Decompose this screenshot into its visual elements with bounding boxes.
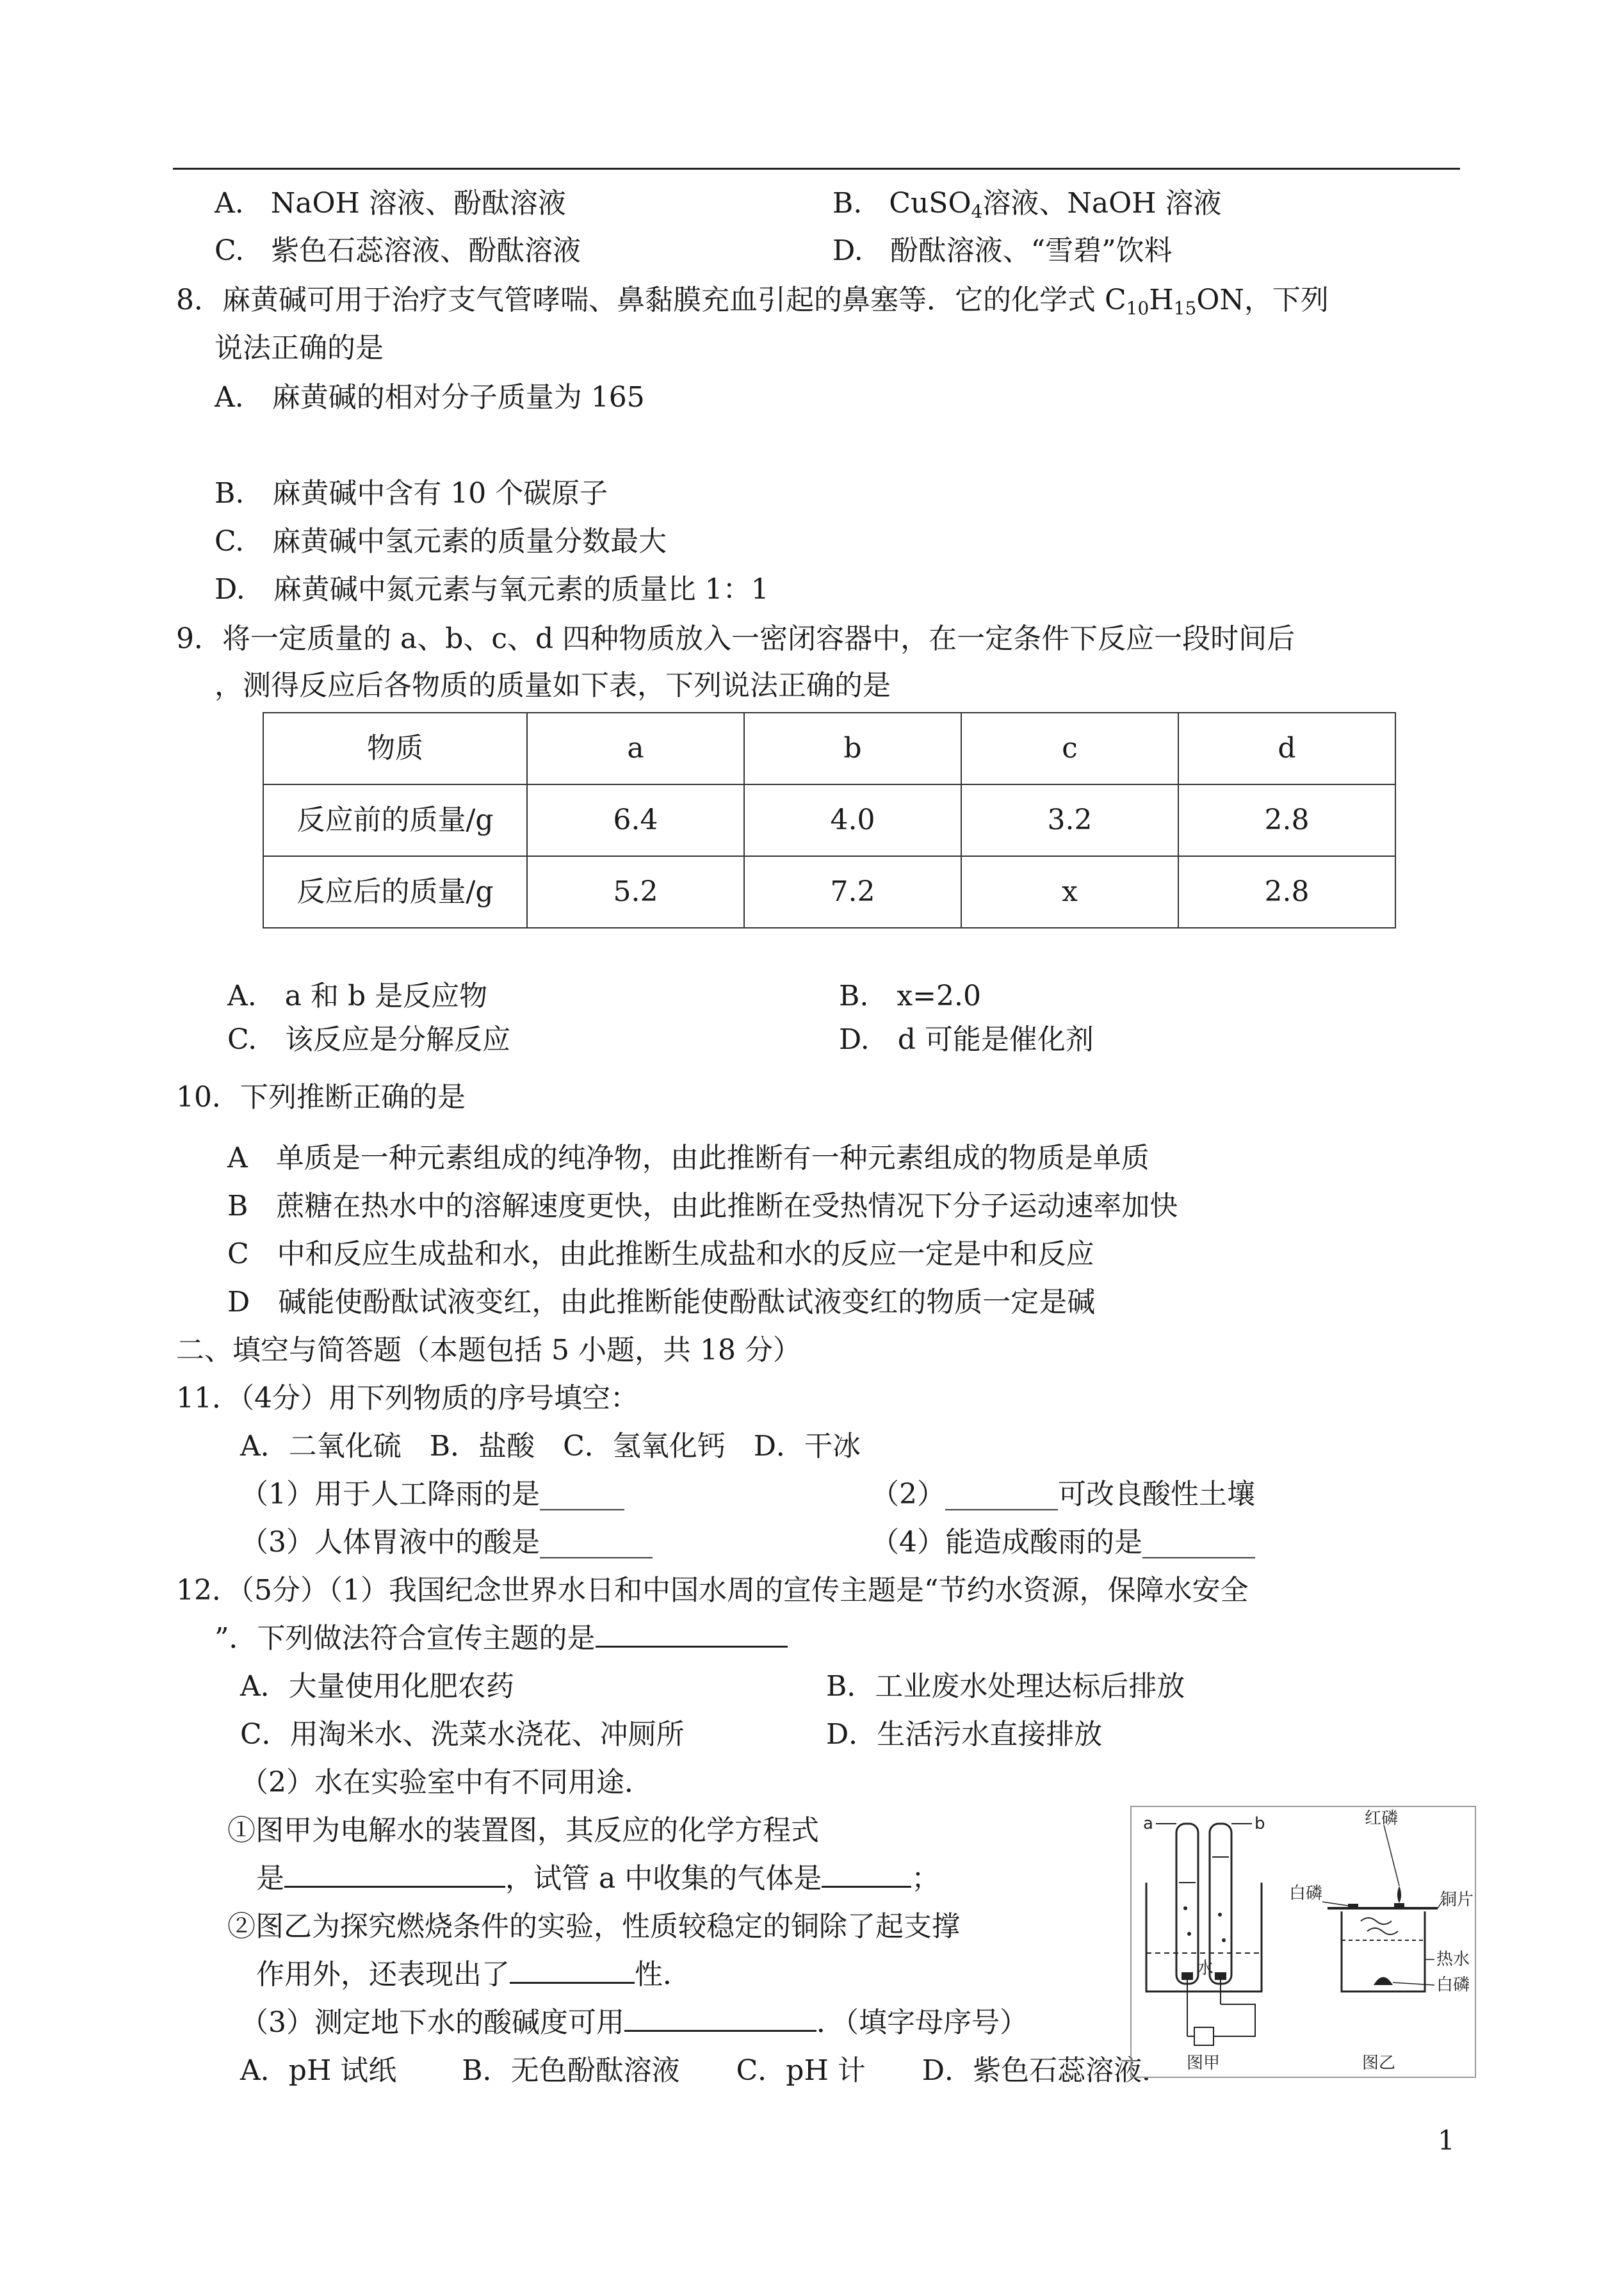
table-cell: 4.0 bbox=[744, 784, 961, 856]
q11-stem: 11．（4分）用下列物质的序号填空： bbox=[176, 1382, 638, 1415]
figure-frame bbox=[1131, 1806, 1475, 2077]
q9-mass-table bbox=[263, 712, 1396, 929]
property-blank bbox=[510, 1959, 635, 1984]
table-header-cell: c bbox=[961, 713, 1178, 784]
q8-option-c: C. 麻黄碱中氢元素的质量分数最大 bbox=[215, 525, 667, 558]
ph-method-blank bbox=[624, 2007, 816, 2032]
table-header-cell: d bbox=[1178, 713, 1395, 784]
table-header-row bbox=[263, 713, 1395, 784]
table-cell: 2.8 bbox=[1178, 856, 1395, 928]
q12-part2a-suffix: ； bbox=[911, 1862, 940, 1895]
q8-option-a: A. 麻黄碱的相对分子质量为 165 bbox=[215, 381, 645, 414]
q12-option-b: B．工业废水处理达标后排放 bbox=[826, 1670, 1185, 1703]
flame-icon bbox=[1397, 1886, 1401, 1903]
q12-stem-line2-text: ”．下列做法符合宣传主题的是 bbox=[215, 1622, 596, 1655]
q8-stem-line1 bbox=[176, 284, 1329, 318]
q8-stem-line2: 说法正确的是 bbox=[215, 332, 384, 364]
power-source bbox=[1194, 2027, 1214, 2045]
table-cell: 2.8 bbox=[1178, 784, 1395, 856]
q9-stem-line2: ，测得反应后各物质的质量如下表，下列说法正确的是 bbox=[215, 669, 891, 702]
q12-part2a-line1: ①图甲为电解水的装置图，其反应的化学方程式 bbox=[227, 1814, 819, 1847]
section-heading: 二、填空与简答题（本题包括 5 小题，共 18 分） bbox=[176, 1334, 801, 1366]
q7-option-b-subscript: 4 bbox=[971, 201, 983, 222]
q7-option-b-letter: B. bbox=[832, 187, 863, 220]
q8-subscript-c: 10 bbox=[1126, 298, 1149, 319]
q12-option-c: C．用淘米水、洗菜水浇花、冲厕所 bbox=[240, 1718, 685, 1751]
q8-formula-h: H bbox=[1149, 284, 1174, 316]
q12-option-d: D．生活污水直接排放 bbox=[826, 1718, 1103, 1751]
label-water: 水 bbox=[1197, 1959, 1214, 1978]
q7-option-c-letter: C. bbox=[215, 234, 245, 267]
label-hot-water: 热水 bbox=[1436, 1950, 1470, 1969]
gas-blank bbox=[822, 1863, 911, 1888]
q9-stem-line1: 9．将一定质量的 a、b、c、d 四种物质放入一密闭容器中，在一定条件下反应一段时间后 bbox=[176, 622, 1295, 655]
q11-blank-1: （1）用于人工降雨的是______ bbox=[240, 1478, 624, 1511]
q12-part3-options: A．pH 试纸 B．无色酚酞溶液 C．pH 计 D．紫色石蕊溶液． bbox=[240, 2054, 1171, 2087]
q7-option-c-text: 紫色石蕊溶液、酚酞溶液 bbox=[271, 234, 581, 267]
q12-part3-suffix: ．（填字母序号） bbox=[816, 2006, 1028, 2039]
q11-blank-3: （3）人体胃液中的酸是________ bbox=[240, 1526, 653, 1559]
q12-answer-blank bbox=[596, 1623, 788, 1648]
q12-stem-line2 bbox=[215, 1622, 788, 1656]
table-header-cell: a bbox=[527, 713, 744, 784]
q11-options: A．二氧化硫 B．盐酸 C．氢氧化钙 D．干冰 bbox=[240, 1430, 861, 1463]
table-header-cell: 物质 bbox=[263, 713, 527, 784]
q12-part2b-prefix: 作用外，还表现出了 bbox=[256, 1958, 510, 1991]
label-white-phosphorus: 白磷 bbox=[1289, 1884, 1323, 1903]
q7-option-b bbox=[832, 187, 1222, 221]
q7-option-d-text: 酚酞溶液、“雪碧”饮料 bbox=[889, 234, 1173, 267]
q12-part3 bbox=[240, 2006, 1028, 2040]
table-row bbox=[263, 856, 1395, 928]
q10-option-b: B 蔗糖在热水中的溶解速度更快，由此推断在受热情况下分子运动速率加快 bbox=[227, 1190, 1178, 1222]
q7-option-d bbox=[832, 234, 1173, 268]
q12-part2b-suffix: 性． bbox=[635, 1958, 691, 1991]
q8-subscript-h: 15 bbox=[1173, 298, 1197, 319]
experiment-figure bbox=[1130, 1806, 1476, 2078]
q12-stem-line1: 12．（5分）（1）我国纪念世界水日和中国水周的宣传主题是“节约水资源，保障水安全 bbox=[176, 1574, 1249, 1607]
table-header-cell: b bbox=[744, 713, 961, 784]
table-cell: 反应前的质量/g bbox=[263, 784, 527, 856]
q9-option-b: B. x=2.0 bbox=[839, 980, 981, 1012]
q9-option-c: C. 该反应是分解反应 bbox=[227, 1023, 511, 1056]
q12-option-a: A．大量使用化肥农药 bbox=[240, 1670, 514, 1703]
caption-left: 图甲 bbox=[1187, 2054, 1221, 2073]
caption-right: 图乙 bbox=[1362, 2054, 1396, 2073]
q9-option-a: A. a 和 b 是反应物 bbox=[227, 980, 488, 1012]
white-phosphorus-underwater bbox=[1374, 1977, 1393, 1986]
q8-option-d: D. 麻黄碱中氮元素与氧元素的质量比 1：1 bbox=[215, 573, 769, 606]
q12-part2: （2）水在实验室中有不同用途． bbox=[240, 1766, 653, 1799]
q12-part2a-line2 bbox=[256, 1862, 939, 1896]
q11-blank-4: （4）能造成酸雨的是________ bbox=[871, 1526, 1255, 1559]
table-cell: 3.2 bbox=[961, 784, 1178, 856]
label-b: b bbox=[1255, 1814, 1265, 1833]
label-copper: 铜片 bbox=[1440, 1890, 1474, 1910]
q7-option-a bbox=[215, 187, 566, 221]
table-cell: 7.2 bbox=[744, 856, 961, 928]
q7-option-a-letter: A. bbox=[215, 187, 244, 220]
q8-stem-tail: ON，下列 bbox=[1196, 284, 1329, 316]
label-white-phosphorus-2: 白磷 bbox=[1436, 1975, 1470, 1995]
page-number: 1 bbox=[1438, 2125, 1455, 2156]
q12-part2b-line1: ②图乙为探究燃烧条件的实验，性质较稳定的铜除了起支撑 bbox=[227, 1910, 960, 1943]
table-cell: x bbox=[961, 856, 1178, 928]
test-tube-a bbox=[1176, 1824, 1198, 1984]
q10-option-d: D 碱能使酚酞试液变红，由此推断能使酚酞试液变红的物质一定是碱 bbox=[227, 1286, 1096, 1318]
q12-part3-prefix: （3）测定地下水的酸碱度可用 bbox=[240, 2006, 624, 2039]
q11-blank-2: （2）________可改良酸性土壤 bbox=[871, 1478, 1255, 1511]
header-rule bbox=[173, 168, 1460, 170]
q7-option-b-text: 溶液、NaOH 溶液 bbox=[982, 187, 1222, 220]
q8-stem-text: 8．麻黄碱可用于治疗支气管哮喘、鼻黏膜充血引起的鼻塞等．它的化学式 C bbox=[176, 284, 1126, 316]
q12-part2a-mid: ，试管 a 中收集的气体是 bbox=[505, 1862, 822, 1895]
q7-option-a-text: NaOH 溶液、酚酞溶液 bbox=[270, 187, 566, 220]
q12-part2b-line2 bbox=[256, 1958, 691, 1992]
q12-part2a-prefix: 是 bbox=[256, 1862, 284, 1895]
q8-option-b: B. 麻黄碱中含有 10 个碳原子 bbox=[215, 477, 608, 510]
label-a: a bbox=[1143, 1814, 1153, 1833]
q9-option-d: D. d 可能是催化剂 bbox=[839, 1023, 1094, 1056]
electrolysis-apparatus bbox=[1143, 1814, 1265, 2073]
table-cell: 6.4 bbox=[527, 784, 744, 856]
combustion-apparatus bbox=[1289, 1809, 1474, 2073]
q7-option-d-letter: D. bbox=[832, 234, 863, 267]
label-red-phosphorus: 红磷 bbox=[1365, 1809, 1399, 1828]
table-row bbox=[263, 784, 1395, 856]
q10-option-c: C 中和反应生成盐和水，由此推断生成盐和水的反应一定是中和反应 bbox=[227, 1238, 1094, 1270]
equation-blank bbox=[284, 1863, 505, 1888]
q7-option-b-formula: CuSO bbox=[889, 187, 971, 220]
q10-option-a: A 单质是一种元素组成的纯净物，由此推断有一种元素组成的物质是单质 bbox=[227, 1142, 1149, 1174]
table-cell: 反应后的质量/g bbox=[263, 856, 527, 928]
q7-option-c bbox=[215, 234, 581, 268]
q10-stem: 10．下列推断正确的是 bbox=[176, 1081, 466, 1114]
table-cell: 5.2 bbox=[527, 856, 744, 928]
